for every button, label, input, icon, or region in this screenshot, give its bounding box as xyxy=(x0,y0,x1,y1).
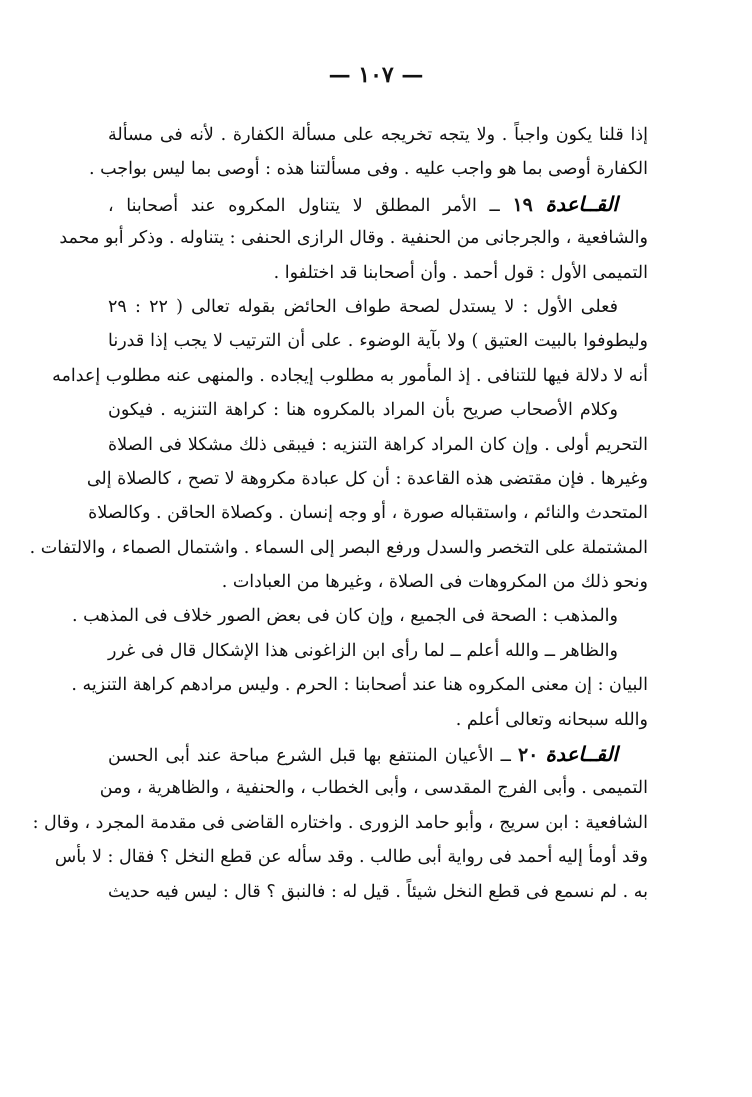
text-line: ونحو ذلك من المكروهات فى الصلاة ، وغيرها من العبادات . xyxy=(221,572,648,593)
text-line: وقد أومأ إليه أحمد فى رواية أبى طالب . وقد سأله عن قطع النخل ؟ فقال : لا بأس xyxy=(54,847,648,868)
text-line: والظاهر ــ والله أعلم ــ لما رأى ابن الزاغونى هذا الإشكال قال فى غرر xyxy=(108,640,618,661)
rule-number: ٢٠ xyxy=(517,744,539,767)
text-line: البيان : إن معنى المكروه هنا عند أصحابنا : الحرم . وليس مرادهم كراهة التنزيه . xyxy=(71,675,648,696)
text-line: أنه لا دلالة فيها للتنافى . إذ المأمور به مطلوب إيجاده . والمنهى عنه مطلوب إعدامه xyxy=(52,365,648,386)
text-line: التميمى الأول : قول أحمد . وأن أصحابنا قد اختلفوا . xyxy=(273,262,648,283)
text-line: المتحدث والنائم ، واستقباله صورة ، أو وجه إنسان . وكصلاة الحاقن . وكالصلاة xyxy=(88,503,648,524)
rule-heading-line: القــاعدة ١٩ ــ الأمر المطلق لا يتناول المكروه عند أصحابنا ، xyxy=(108,191,618,216)
text-line: التحريم أولى . وإن كان المراد كراهة التنزيه : فيبقى ذلك مشكلا فى الصلاة xyxy=(108,434,648,455)
text-line: والله سبحانه وتعالى أعلم . xyxy=(455,709,648,730)
text-line: وكلام الأصحاب صريح بأن المراد بالمكروه هنا : كراهة التنزيه . فيكون xyxy=(108,400,618,421)
rule-number: ١٩ xyxy=(512,193,533,216)
page-number: — ١٠٧ — xyxy=(328,62,424,88)
text-line: الشافعية : ابن سريج ، وأبو حامد الزورى . واختاره القاضى فى مقدمة المجرد ، وقال : xyxy=(32,812,648,833)
rule-label: القــاعدة xyxy=(545,191,618,216)
body-text xyxy=(29,118,648,909)
text-line: المشتملة على التخصر والسدل ورفع البصر إلى السماء . واشتمال الصماء ، والالتفات . xyxy=(29,537,648,558)
text-line: والشافعية ، والجرجانى من الحنفية . وقال الرازى الحنفى : يتناوله . وذكر أبو محمد xyxy=(59,228,648,249)
text-line: وليطوفوا بالبيت العتيق ) ولا بآية الوضوء . على أن الترتيب لا يجب إذا قدرنا xyxy=(108,331,648,352)
text-line: به . لم نسمع فى قطع النخل شيئاً . قيل له : فالنبق ؟ قال : ليس فيه حديث xyxy=(108,881,648,902)
rule-label: القــاعدة xyxy=(545,742,618,767)
rule-heading-line: القــاعدة ٢٠ ــ الأعيان المنتفع بها قبل الشرع مباحة عند أبى الحسن xyxy=(108,742,618,767)
text-line: الكفارة أوصى بما هو واجب عليه . وفى مسألتنا هذه : أوصى بما ليس بواجب . xyxy=(89,159,648,180)
text-line: فعلى الأول : لا يستدل لصحة طواف الحائض بقوله تعالى ( ٢٢ : ٢٩ xyxy=(108,296,618,317)
text-line: والمذهب : الصحة فى الجميع ، وإن كان فى بعض الصور خلاف فى المذهب . xyxy=(71,606,618,627)
text-line: وغيرها . فإن مقتضى هذه القاعدة : أن كل عبادة مكروهة لا تصح ، كالصلاة إلى xyxy=(86,468,648,489)
text-line: إذا قلنا يكون واجباً . ولا يتجه تخريجه على مسألة الكفارة . لأنه فى مسألة xyxy=(108,125,648,145)
text-line: التميمى . وأبى الفرج المقدسى ، وأبى الخطاب ، والحنفية ، والظاهرية ، ومن xyxy=(99,778,648,799)
